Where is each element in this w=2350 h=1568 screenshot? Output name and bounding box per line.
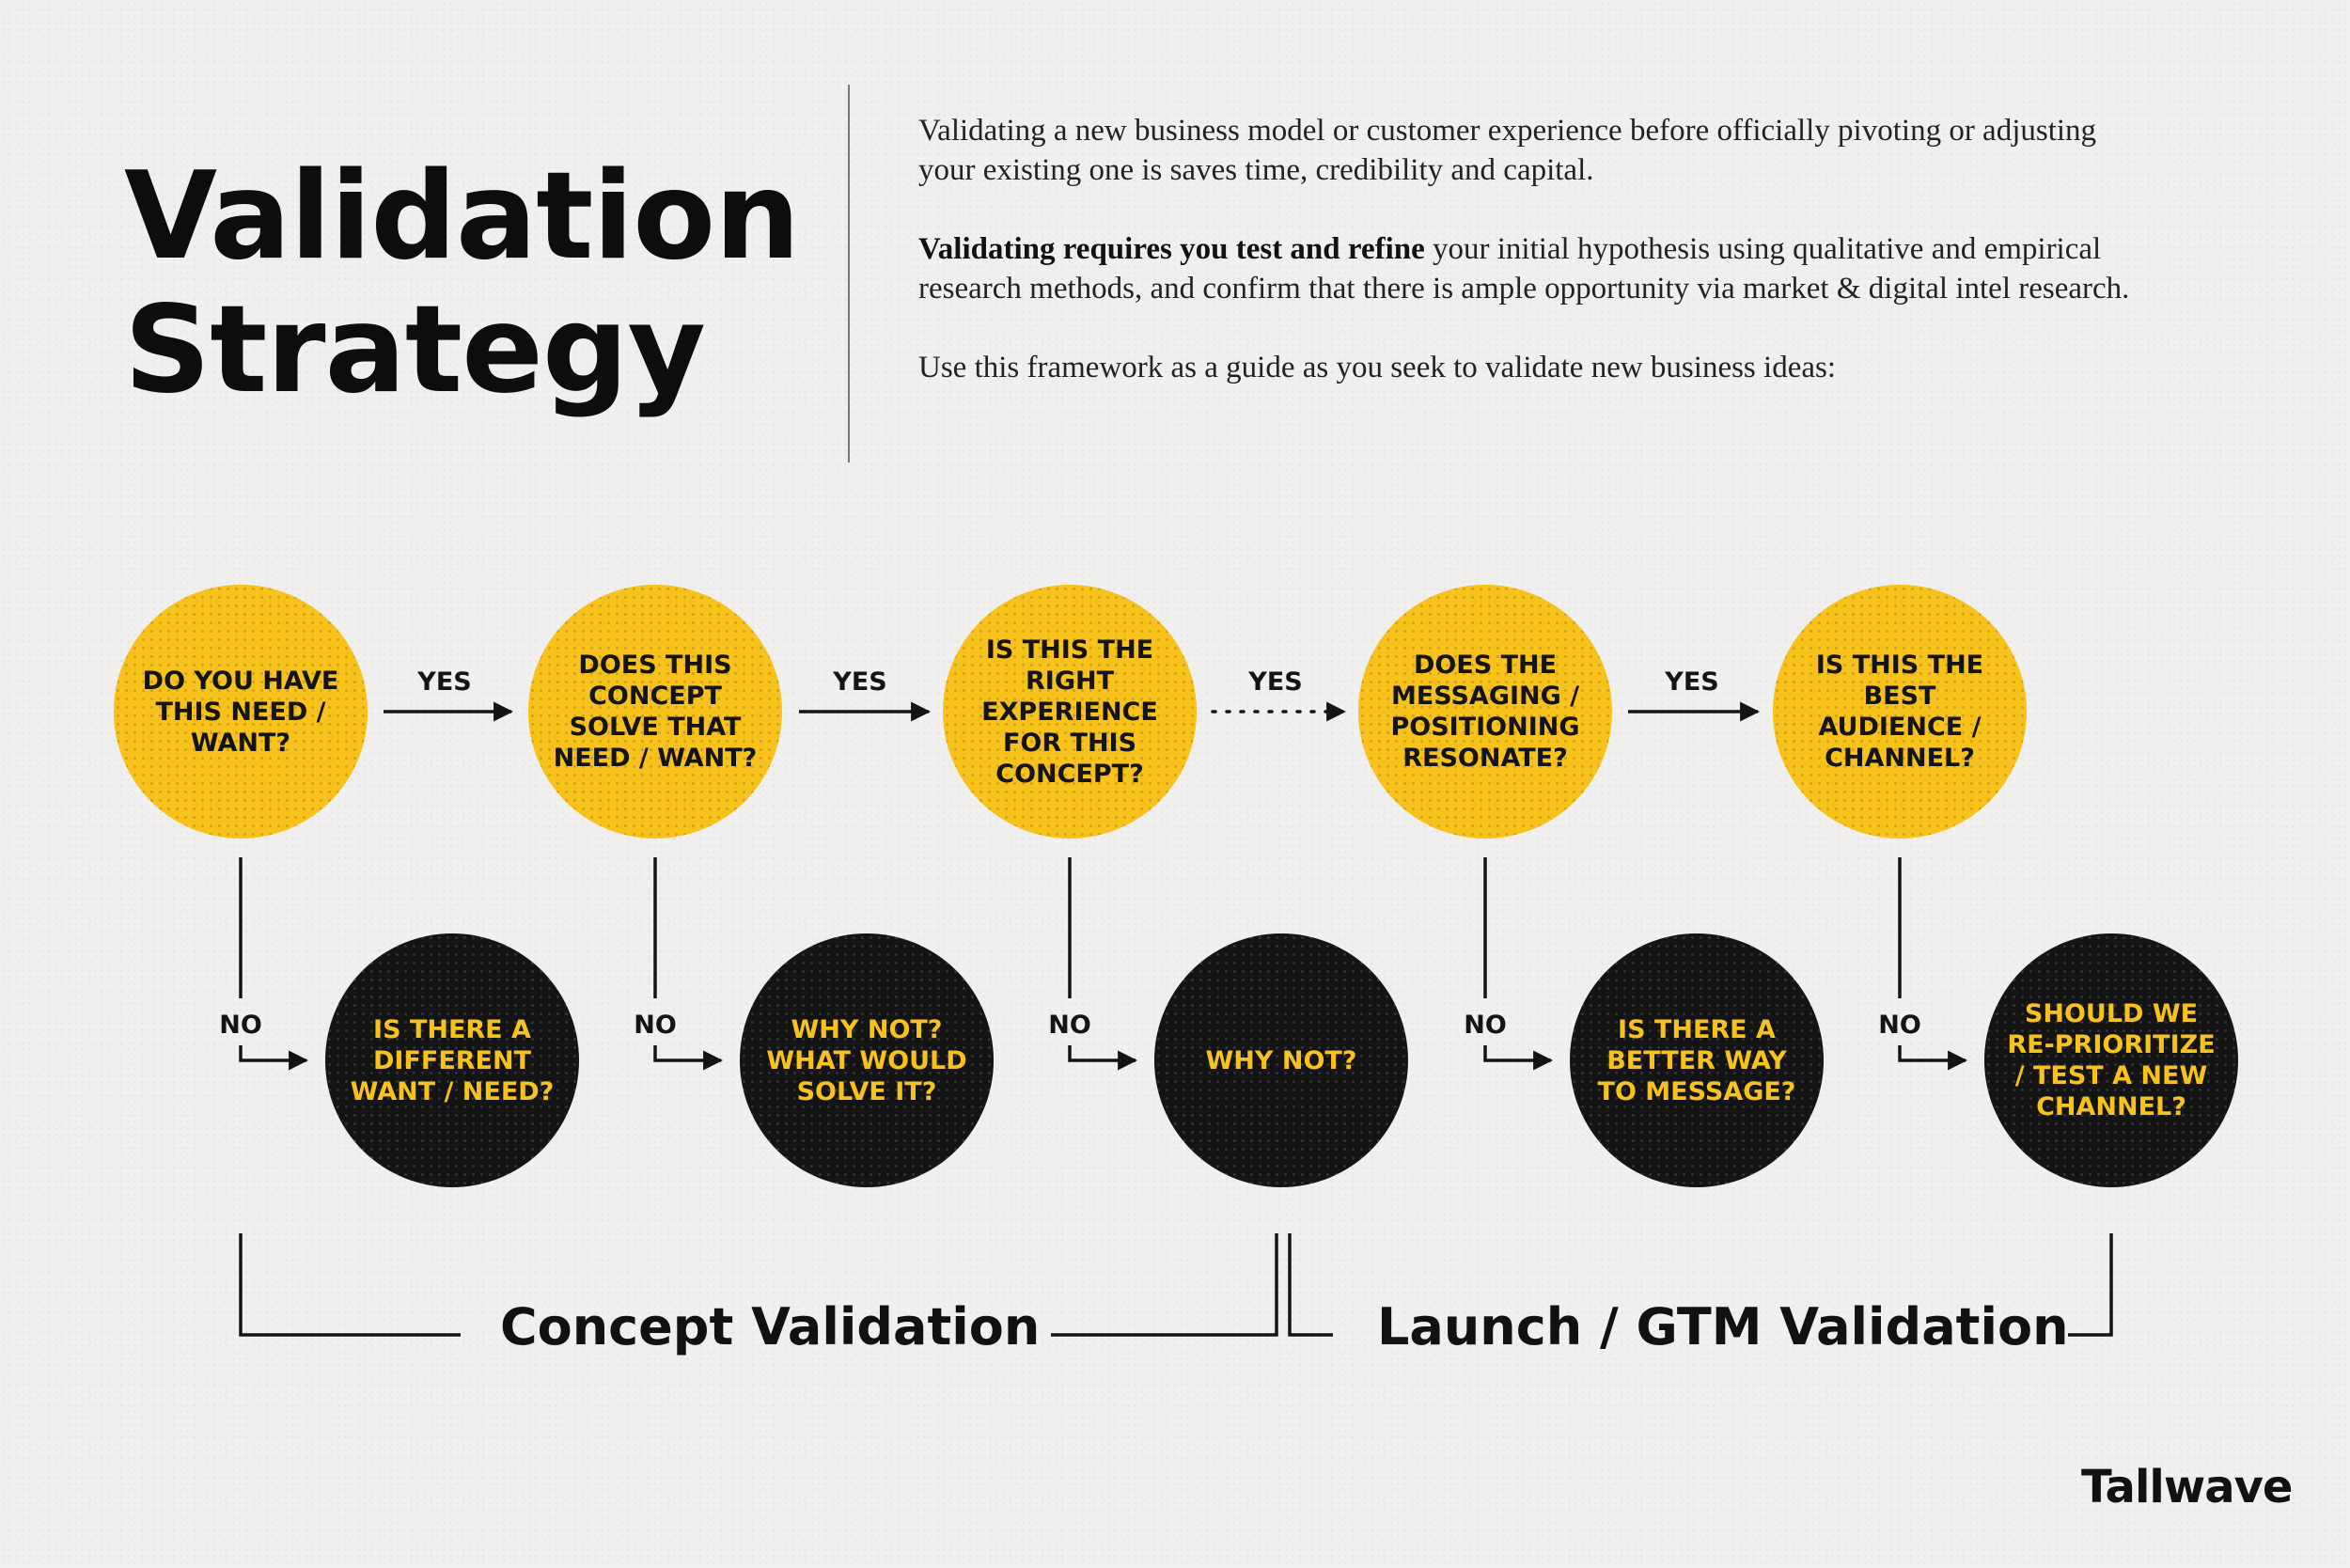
yes-label-2: YES xyxy=(833,667,887,697)
intro-paragraph-2-rest: your initial hypothesis using qualitative and empirical research methods, and confirm that there is ample opportunity via market & digital intel research. xyxy=(918,232,2130,306)
question-circle-concept: DOES THIS CONCEPT SOLVE THAT NEED / WANT? xyxy=(528,585,782,839)
intro-paragraph-1: Validating a new business model or customer experience before officially pivoting or adjusting your existing one is saves time, credibility and capital. xyxy=(918,114,2097,187)
no-label-3: NO xyxy=(1048,1011,1091,1040)
no-arrow-4 xyxy=(1485,1045,1551,1060)
yes-label-1: YES xyxy=(417,667,472,697)
section-concept-validation: Concept Validation xyxy=(500,1297,1041,1356)
concept-bracket-left xyxy=(241,1233,461,1335)
section-launch-gtm-validation: Launch / GTM Validation xyxy=(1377,1297,2069,1356)
alt-circle-different-need: IS THERE A DIFFERENT WANT / NEED? xyxy=(325,933,579,1187)
alt-circle-better-message: IS THERE A BETTER WAY TO MESSAGE? xyxy=(1570,933,1824,1187)
alt-circle-new-channel: SHOULD WE RE-PRIORITIZE / TEST A NEW CHANNEL? xyxy=(1984,933,2238,1187)
no-arrow-2 xyxy=(655,1045,721,1060)
concept-bracket-right xyxy=(1051,1233,1277,1335)
launch-bracket-right xyxy=(2068,1233,2111,1335)
no-label-4: NO xyxy=(1464,1011,1507,1040)
intro-paragraph-3: Use this framework as a guide as you seek to validate new business ideas: xyxy=(918,351,1836,384)
no-arrow-1 xyxy=(241,1045,306,1060)
title-line-1: Validation xyxy=(124,147,800,287)
no-arrow-5 xyxy=(1900,1045,1966,1060)
alt-circle-why-not: WHY NOT? xyxy=(1154,933,1408,1187)
brand-logo: Tallwave xyxy=(2081,1461,2293,1513)
launch-bracket-left xyxy=(1290,1233,1333,1335)
question-circle-need: DO YOU HAVE THIS NEED / WANT? xyxy=(114,585,368,839)
title-line-2: Strategy xyxy=(124,280,705,420)
yes-label-3: YES xyxy=(1248,667,1303,697)
alt-circle-what-would-solve: WHY NOT? WHAT WOULD SOLVE IT? xyxy=(740,933,994,1187)
question-circle-audience: IS THIS THE BEST AUDIENCE / CHANNEL? xyxy=(1773,585,2027,839)
question-circle-messaging: DOES THE MESSAGING / POSITIONING RESONATE? xyxy=(1358,585,1612,839)
no-label-2: NO xyxy=(634,1011,677,1040)
no-label-1: NO xyxy=(219,1011,262,1040)
yes-label-4: YES xyxy=(1665,667,1719,697)
no-label-5: NO xyxy=(1878,1011,1921,1040)
no-arrow-3 xyxy=(1070,1045,1136,1060)
intro-paragraph-2-bold: Validating requires you test and refine xyxy=(918,232,1425,266)
question-circle-experience: IS THIS THE RIGHT EXPERIENCE FOR THIS CONCEPT? xyxy=(943,585,1197,839)
